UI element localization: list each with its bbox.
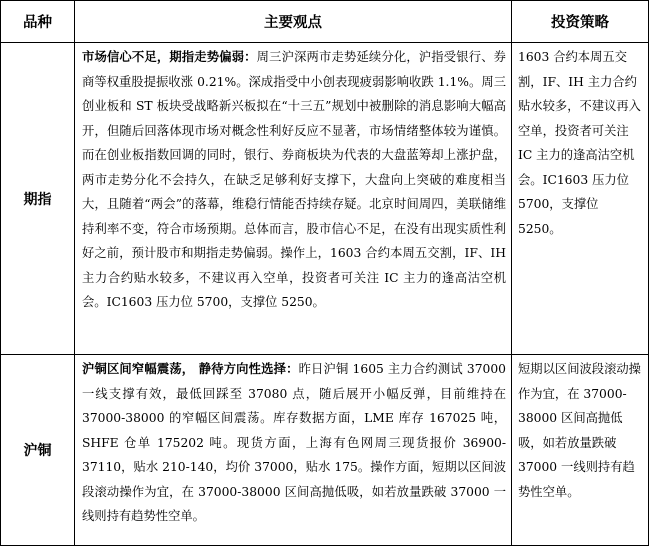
view-lead: 沪铜区间窄幅震荡， 静待方向性选择： <box>82 362 299 376</box>
header-row <box>1 1 649 43</box>
table-row <box>1 43 649 355</box>
views-cell <box>75 355 512 546</box>
variety-cell: 期指 <box>1 43 75 355</box>
view-body: 昨日沪铜 1605 主力合约测试 37000 一线支撑有效，最低回踩至 37080 点，随后展开小幅反弹，目前维持在 37000-38000 的窄幅区间震荡。库存数据方面，LME 库存 167025 吨， SHFE 仓单 175202 吨。现货方面，上海有色网周三现货报价 36900-37110，贴水 210-140，均价 37000，贴水 175。操作方面，短期以区间波段滚动操作为宜，在 37000-38000 区间高抛低吸，如若放量跌破 37000 一线则持有趋势性空单。 <box>82 362 506 523</box>
header-variety: 品种 <box>1 1 75 43</box>
view-body: 周三沪深两市走势延续分化，沪指受银行、券商等权重股提振收涨 0.21%。深成指受中小创表现疲弱影响收跌 1.1%。周三创业板和 ST 板块受战略新兴板拟在“十三五”规划中被删除的消息影响大幅高开，但随后回落体现市场对概念性利好反应不显著，市场情绪整体较为谨慎。而在创业板指数回调的同时，银行、券商板块为代表的大盘蓝筹却上涨护盘，两市走势分化不会持久，在缺乏足够利好支撑下，大盘向上突破的难度相当大，且随着“两会”的落幕，维稳行情能否持续存疑。北京时间周四，美联储维持利率不变，符合市场预期。总体而言，股市信心不足，在没有出现实质性利好之前，预计股市和期指走势偏弱。操作上，1603 合约本周五交割，IF、IH 主力合约贴水较多，不建议再入空单，投资者可关注 IC 主力的逢高沽空机会。IC1603 压力位 5700，支撑位 5250。 <box>82 50 506 309</box>
strategy-cell: 1603 合约本周五交割，IF、IH 主力合约贴水较多，不建议再入空单，投资者可关注 IC 主力的逢高沽空机会。IC1603 压力位 5700，支撑位 5250。 <box>512 43 649 355</box>
header-strategy: 投资策略 <box>512 1 649 43</box>
strategy-cell: 短期以区间波段滚动操作为宜，在 37000-38000 区间高抛低吸，如若放量跌破 37000 一线则持有趋势性空单。 <box>512 355 649 546</box>
header-views: 主要观点 <box>75 1 512 43</box>
views-cell <box>75 43 512 355</box>
table-row <box>1 355 649 546</box>
view-lead: 市场信心不足，期指走势偏弱： <box>82 50 257 64</box>
variety-cell: 沪铜 <box>1 355 75 546</box>
